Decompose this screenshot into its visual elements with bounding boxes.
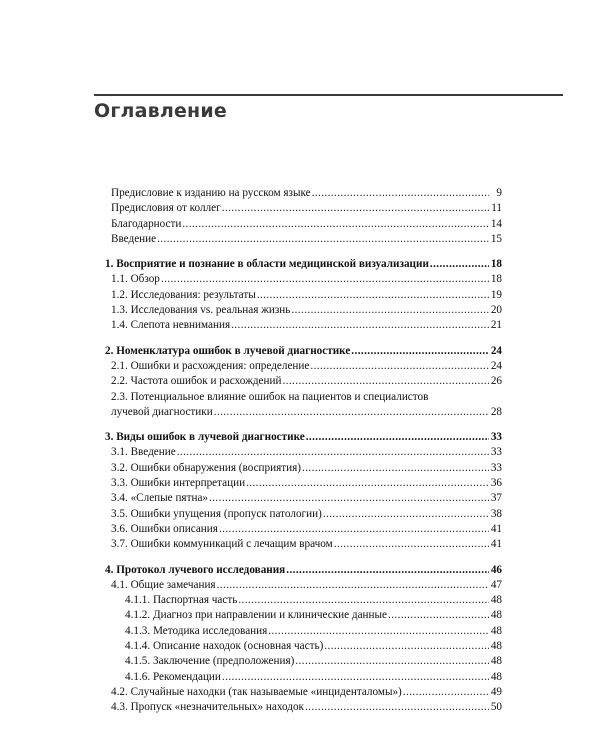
toc-entry-title: 3.5. Ошибки упущения (пропуск патологии) bbox=[111, 507, 322, 520]
toc-page-number: 47 bbox=[490, 578, 502, 591]
toc-leader-dots bbox=[257, 288, 489, 303]
toc-entry[interactable] bbox=[105, 639, 502, 654]
toc-entry-title: 2.1. Ошибки и расхождения: определение bbox=[111, 359, 310, 372]
toc-entry-title: 3.2. Ошибки обнаружения (восприятия) bbox=[111, 461, 301, 474]
toc-entry[interactable] bbox=[105, 405, 502, 420]
toc-leader-dots bbox=[286, 563, 489, 578]
toc-page-number: 48 bbox=[490, 594, 502, 607]
toc-entry-title: 2. Номенклатура ошибок в лучевой диагностике bbox=[105, 344, 351, 357]
toc-entry[interactable] bbox=[105, 303, 502, 318]
toc-entry-title: 4.2. Случайные находки (так называемые «инциденталомы») bbox=[111, 685, 402, 698]
toc-page-number: 37 bbox=[490, 492, 502, 505]
toc-page-number: 38 bbox=[490, 507, 502, 520]
toc-entry[interactable] bbox=[105, 700, 502, 715]
toc-entry-title: 4.1.2. Диагноз при направлении и клинические данные bbox=[125, 609, 387, 622]
toc-chapter[interactable] bbox=[105, 344, 502, 359]
toc-entry-title: Предисловие к изданию на русском языке bbox=[111, 187, 311, 199]
toc-leader-dots bbox=[310, 359, 489, 374]
toc-leader-dots bbox=[177, 445, 489, 460]
toc-entry-title: 4.1.3. Методика исследования bbox=[125, 624, 268, 637]
toc-page-number: 28 bbox=[490, 405, 502, 418]
toc-entry-title: 2.2. Частота ошибок и расхождений bbox=[111, 375, 282, 388]
toc-entry[interactable] bbox=[105, 232, 502, 247]
toc-entry-title: 4.1.1. Паспортная часть bbox=[125, 594, 238, 607]
toc-page-number: 41 bbox=[490, 538, 502, 551]
toc-chapter[interactable] bbox=[105, 430, 502, 445]
toc-entry-title: 3.6. Ошибки описания bbox=[111, 522, 218, 535]
toc-entry[interactable] bbox=[105, 522, 502, 537]
table-of-contents bbox=[105, 186, 502, 716]
toc-page-number: 33 bbox=[490, 461, 502, 474]
toc-leader-dots bbox=[351, 344, 489, 359]
toc-page-number: 15 bbox=[490, 232, 502, 245]
toc-entry[interactable] bbox=[105, 507, 502, 522]
toc-leader-dots bbox=[268, 624, 489, 639]
toc-entry[interactable] bbox=[105, 608, 502, 623]
toc-entry-title: 4.1.5. Заключение (предположения) bbox=[125, 655, 295, 668]
toc-entry-title: Введение bbox=[111, 232, 157, 245]
toc-entry-title: 4.1.4. Описание находок (основная часть) bbox=[125, 640, 324, 653]
toc-leader-dots bbox=[282, 374, 489, 389]
toc-leader-dots bbox=[217, 578, 489, 593]
toc-leader-dots bbox=[305, 700, 489, 715]
toc-page-number: 33 bbox=[490, 446, 502, 459]
toc-leader-dots bbox=[231, 318, 489, 333]
toc-page-number: 49 bbox=[490, 685, 502, 698]
toc-page-number: 46 bbox=[490, 563, 502, 576]
toc-leader-dots bbox=[312, 186, 489, 201]
toc-entry-title: 4.1.6. Рекомендации bbox=[125, 670, 221, 683]
toc-entry[interactable] bbox=[105, 272, 502, 287]
toc-entry[interactable] bbox=[105, 461, 502, 476]
toc-entry-title: Благодарности bbox=[111, 217, 182, 230]
toc-page-number: 33 bbox=[490, 431, 502, 444]
toc-entry-title: 4.3. Пропуск «незначительных» находок bbox=[111, 701, 304, 714]
toc-page-number: 41 bbox=[490, 522, 502, 535]
toc-entry-title: 1.4. Слепота невнимания bbox=[111, 319, 231, 332]
toc-page-number: 19 bbox=[490, 288, 502, 301]
toc-page-number: 18 bbox=[490, 258, 502, 271]
toc-page-number: 36 bbox=[490, 477, 502, 490]
toc-entry[interactable] bbox=[105, 217, 502, 232]
toc-chapter[interactable] bbox=[105, 257, 502, 272]
toc-page-number: 48 bbox=[490, 640, 502, 653]
toc-leader-dots bbox=[157, 232, 489, 247]
toc-leader-dots bbox=[306, 430, 489, 445]
toc-page-number: 14 bbox=[490, 217, 502, 230]
toc-leader-dots bbox=[209, 491, 489, 506]
toc-page-number: 9 bbox=[496, 187, 502, 199]
toc-leader-dots bbox=[323, 507, 489, 522]
top-rule bbox=[94, 94, 563, 96]
toc-entry[interactable] bbox=[105, 654, 502, 669]
toc-leader-dots bbox=[334, 537, 489, 552]
toc-entry[interactable] bbox=[105, 359, 502, 374]
toc-entry-title: 3.4. «Слепые пятна» bbox=[111, 492, 209, 505]
toc-entry-title: 1. Восприятие и познание в области медицинской визуализации bbox=[105, 258, 429, 271]
toc-entry-title: 3.3. Ошибки интерпретации bbox=[111, 477, 246, 490]
toc-page-number: 50 bbox=[490, 701, 502, 714]
toc-entry[interactable] bbox=[105, 201, 502, 216]
toc-page-number: 48 bbox=[490, 609, 502, 622]
toc-page-number: 24 bbox=[490, 359, 502, 372]
toc-leader-dots bbox=[302, 461, 489, 476]
toc-page-number: 48 bbox=[490, 670, 502, 683]
toc-page-number: 20 bbox=[490, 304, 502, 317]
toc-entry-title: 4.1. Общие замечания bbox=[111, 578, 216, 591]
toc-leader-dots bbox=[246, 476, 489, 491]
toc-page-number: 26 bbox=[490, 375, 502, 388]
toc-leader-dots bbox=[214, 405, 489, 420]
toc-entry-title: 1.2. Исследования: результаты bbox=[111, 288, 256, 301]
toc-page-number: 48 bbox=[490, 655, 502, 668]
toc-entry-title: 1.3. Исследования vs. реальная жизнь bbox=[111, 304, 291, 317]
toc-entry-title: 3. Виды ошибок в лучевой диагностике bbox=[105, 431, 305, 444]
toc-page-number: 18 bbox=[490, 273, 502, 286]
toc-entry[interactable] bbox=[105, 624, 502, 639]
toc-entry[interactable] bbox=[105, 445, 502, 460]
toc-entry[interactable] bbox=[105, 537, 502, 552]
toc-page-number: 48 bbox=[490, 624, 502, 637]
toc-leader-dots bbox=[161, 272, 489, 287]
toc-leader-dots bbox=[430, 257, 489, 272]
toc-entry-title: Предисловия от коллег bbox=[111, 202, 221, 215]
toc-entry-title: 3.7. Ошибки коммуникаций с лечащим врачом bbox=[111, 538, 333, 551]
toc-chapter[interactable] bbox=[105, 563, 502, 578]
toc-entry[interactable] bbox=[105, 593, 502, 608]
toc-page-number: 24 bbox=[490, 344, 502, 357]
toc-entry[interactable] bbox=[105, 374, 502, 389]
toc-entry[interactable] bbox=[105, 476, 502, 491]
toc-page-number: 11 bbox=[491, 202, 502, 215]
toc-entry[interactable] bbox=[105, 670, 502, 685]
toc-entry[interactable] bbox=[105, 186, 502, 201]
toc-leader-dots bbox=[182, 217, 489, 232]
toc-leader-dots bbox=[324, 639, 489, 654]
toc-leader-dots bbox=[222, 670, 489, 685]
toc-leader-dots bbox=[295, 654, 489, 669]
toc-leader-dots bbox=[403, 685, 489, 700]
toc-entry-text: 2.3. Потенциальное влияние ошибок на пациентов и специалистов bbox=[111, 390, 429, 403]
toc-entry-title: лучевой диагностики bbox=[111, 405, 213, 418]
toc-leader-dots bbox=[219, 522, 489, 537]
toc-leader-dots bbox=[388, 608, 489, 623]
toc-leader-dots bbox=[222, 201, 489, 216]
page-title: Оглавление bbox=[94, 100, 227, 122]
toc-entry[interactable] bbox=[105, 685, 502, 700]
toc-entry[interactable] bbox=[105, 491, 502, 506]
toc-leader-dots bbox=[238, 593, 489, 608]
toc-entry[interactable] bbox=[105, 288, 502, 303]
toc-page-number: 21 bbox=[490, 319, 502, 332]
toc-entry-title: 4. Протокол лучевого исследования bbox=[105, 563, 286, 576]
toc-entry-title: 3.1. Введение bbox=[111, 446, 176, 459]
toc-entry[interactable] bbox=[105, 578, 502, 593]
toc-entry-title: 1.1. Обзор bbox=[111, 273, 160, 286]
toc-leader-dots bbox=[291, 303, 489, 318]
toc-entry[interactable] bbox=[105, 318, 502, 333]
